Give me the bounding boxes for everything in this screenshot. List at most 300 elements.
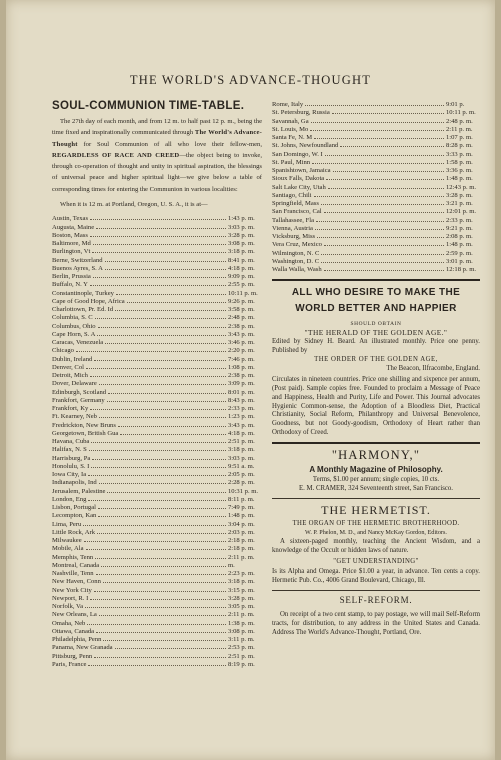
leader-dots — [95, 553, 226, 559]
city-name: Lisbon, Portugal — [52, 504, 96, 512]
leader-dots — [91, 462, 226, 468]
city-name: Austin, Texas — [52, 215, 89, 223]
communion-time: 2:38 p. m. — [228, 372, 255, 380]
city-name: Mobile, Ala — [52, 545, 84, 553]
city-name: Lecompton, Kan — [52, 512, 97, 520]
city-name: Baltimore, Md — [52, 240, 91, 248]
herald-title: "THE HERALD OF THE GOLDEN AGE." — [304, 328, 448, 338]
communion-time: 3:58 p. m. — [228, 306, 255, 314]
leader-dots — [88, 495, 226, 501]
timetable-row — [52, 305, 262, 313]
leader-dots — [96, 223, 226, 229]
city-name: Montreal, Canada — [52, 561, 100, 569]
city-name: Rome, Italy — [272, 101, 304, 108]
timetable-row — [272, 100, 480, 108]
self-reform-title: SELF-REFORM. — [339, 595, 413, 606]
leader-dots — [108, 388, 226, 394]
city-name: Boston, Mass — [52, 231, 88, 239]
city-name: Caracas, Venezuela — [52, 339, 104, 347]
hermetist-editors: W. P. Phelon, M. D., and Nancy McKay Gordon, Editors. — [305, 528, 447, 536]
communion-time: 10:31 p. m. — [228, 487, 259, 495]
leader-dots — [120, 429, 226, 435]
leader-dots — [98, 503, 226, 509]
city-name: Charlottown, Pr. Ed. Id — [52, 306, 114, 314]
city-name: Fredrickton, New Bruns — [52, 421, 116, 429]
city-name: Wilmington, N. C — [272, 249, 320, 257]
timetable-row — [52, 602, 262, 610]
timetable-row — [272, 117, 480, 125]
leader-dots — [315, 224, 444, 230]
leader-dots — [115, 305, 226, 311]
leader-dots — [98, 322, 226, 328]
timetable-title: SOUL-COMMUNION TIME-TABLE. — [52, 100, 245, 112]
leader-dots — [116, 289, 226, 295]
timetable-row — [272, 224, 480, 232]
timetable-row — [272, 240, 480, 248]
intro-text-1: The 27th day of each month, and from 12 m. to half past 12 p. m., being the time fixed and inspirationally communicated through — [52, 118, 262, 137]
timetable-row — [272, 249, 480, 257]
leader-dots — [314, 133, 444, 139]
city-name: Nashville, Tenn — [52, 570, 94, 578]
leader-dots — [90, 594, 226, 600]
timetable-row — [52, 610, 262, 618]
communion-time: 3:04 p. m. — [228, 520, 255, 528]
timetable-row — [272, 232, 480, 240]
city-name: Sioux Falls, Dakota — [272, 175, 325, 183]
leader-dots — [328, 183, 444, 189]
self-reform-body: On receipt of a two cent stamp, to pay postage, we will mail Self-Reform tracts, for distribution, to any address in the United States and Canada. Address The World's Advance-Thought, Portland, Ore. — [272, 611, 480, 637]
timetable-row — [272, 166, 480, 174]
communion-time: 12:18 p. m. — [446, 266, 477, 273]
order-address: The Beacon, Ilfracombe, England. — [386, 364, 480, 372]
timetable-row — [52, 454, 262, 462]
hermetist-body: A sixteen-paged monthly, teaching the Ancient Wisdom, and a knowledge of the Occult or hidden laws of nature. — [272, 537, 480, 554]
city-name: New Haven, Conn — [52, 578, 101, 586]
timetable-row — [52, 429, 262, 437]
timetable-row — [52, 652, 262, 660]
communion-time: 3:33 p. m. — [446, 150, 473, 158]
leader-dots — [118, 421, 226, 427]
communion-time: 10:11 p. m. — [446, 109, 476, 117]
communion-time: 2:05 p. m. — [228, 471, 255, 479]
communion-time: 3:28 p. m. — [228, 231, 255, 239]
intro-text-2: for Soul Communion of all who love their fellow-men, — [77, 140, 262, 148]
leader-dots — [107, 396, 226, 402]
city-name: Vera Cruz, Mexico — [272, 241, 322, 249]
communion-time: 2:28 p. m. — [228, 479, 255, 487]
city-name: San Domingo, W. I — [272, 150, 323, 158]
leader-dots — [76, 346, 226, 352]
communion-time: 1:08 p. m. — [228, 363, 255, 371]
timetable-row — [52, 313, 262, 321]
city-name: Cape of Good Hope, Africa — [52, 297, 125, 305]
timetable-row — [52, 421, 262, 429]
timetable-row — [272, 183, 480, 191]
leader-dots — [86, 544, 226, 550]
city-name: Newport, R. I — [52, 594, 89, 602]
timetable-row — [52, 544, 262, 552]
leader-dots — [90, 404, 226, 410]
city-name: Buffalo, N. Y — [52, 281, 88, 289]
leader-dots — [84, 536, 226, 542]
timetable-row — [272, 199, 480, 207]
city-name: Denver, Col — [52, 363, 84, 371]
city-name: Washington, D. C — [272, 257, 320, 265]
city-name: Georgetown, British Gua — [52, 429, 119, 437]
communion-time: 3:05 p. m. — [228, 603, 255, 611]
hermetist-quote: "GET UNDERSTANDING" — [333, 557, 419, 565]
golden-age-heading-2: WORLD BETTER AND HAPPIER — [295, 303, 457, 315]
leader-dots — [98, 511, 226, 517]
timetable-row — [52, 660, 262, 668]
leader-dots — [115, 643, 226, 649]
hermetist-title: THE HERMETIST. — [321, 502, 431, 517]
timetable-row — [272, 216, 480, 224]
city-name: Savannah, Ga — [272, 117, 309, 125]
city-name: Berne, Switzerland — [52, 256, 103, 264]
leader-dots — [92, 454, 226, 460]
leader-dots — [90, 371, 226, 377]
harmony-subtitle: A Monthly Magazine of Philosophy. — [309, 465, 443, 475]
city-name: Walla Walla, Wash — [272, 266, 322, 273]
timetable-row — [52, 256, 262, 264]
communion-time: 2:11 p. m. — [228, 553, 255, 561]
communion-time: 7:46 p. m. — [228, 355, 255, 363]
timetable-row — [52, 396, 262, 404]
communion-time: 3:18 p. m. — [228, 446, 255, 454]
leader-dots — [105, 338, 226, 344]
city-name: Columbus, Ohio — [52, 322, 96, 330]
leader-dots — [321, 257, 444, 263]
leader-dots — [314, 191, 444, 197]
timetable-row — [52, 412, 262, 420]
communion-time: 3:43 p. m. — [228, 330, 255, 338]
timetable-row — [52, 330, 262, 338]
communion-time: 8:43 p. m. — [228, 396, 255, 404]
divider — [272, 279, 480, 281]
leader-dots — [96, 569, 226, 575]
timetable-row — [272, 191, 480, 199]
leader-dots — [324, 265, 444, 271]
city-name: Ottawa, Canada — [52, 627, 95, 635]
city-name: Ft. Kearney, Neb — [52, 413, 97, 421]
leader-dots — [87, 619, 226, 625]
city-name: Buenos Ayres, S. A — [52, 264, 103, 272]
leader-dots — [90, 214, 226, 220]
timetable-row — [52, 487, 262, 495]
timetable-row — [52, 280, 262, 288]
communion-time: 2:18 p. m. — [228, 545, 255, 553]
city-name: San Francisco, Cal — [272, 208, 322, 216]
city-name: Edinburgh, Scotland — [52, 388, 107, 396]
leader-dots — [97, 330, 226, 336]
leader-dots — [96, 627, 226, 633]
city-name: Cape Horn, S. A — [52, 330, 96, 338]
communion-time: 1:48 p. m. — [446, 175, 473, 183]
timetable-row — [52, 338, 262, 346]
timetable-row — [52, 322, 262, 330]
leader-dots — [317, 232, 444, 238]
city-name: New Orleans, La — [52, 611, 97, 619]
communion-time: 1:43 p. m. — [228, 215, 255, 223]
city-name: Burlington, Vt — [52, 248, 91, 256]
timetable-row — [52, 619, 262, 627]
city-name: Salt Lake City, Utah — [272, 183, 326, 191]
leader-dots — [101, 561, 226, 567]
leader-dots — [88, 470, 226, 476]
timetable-row — [272, 158, 480, 166]
city-name: Honolulu, S. I — [52, 462, 90, 470]
communion-time: 3:18 p. m. — [228, 578, 255, 586]
timetable-row — [52, 264, 262, 272]
city-name: Philadelphia, Penn — [52, 636, 102, 644]
leader-dots — [332, 108, 444, 114]
timetable-row — [52, 239, 262, 247]
leader-dots — [311, 117, 444, 123]
city-name: Spanishtown, Jamaica — [272, 167, 331, 174]
left-column — [52, 100, 262, 668]
golden-age-heading-1: ALL WHO DESIRE TO MAKE THE — [291, 287, 461, 299]
communion-time: 2:38 p. m. — [228, 322, 255, 330]
hermetist-organ: THE ORGAN OF THE HERMETIC BROTHERHOOD. — [292, 519, 460, 527]
communion-time: 1:48 p. m. — [446, 241, 473, 249]
communion-time: 4:18 p. m. — [228, 264, 255, 272]
timetable-row — [52, 388, 262, 396]
leader-dots — [88, 660, 226, 666]
communion-time: 3:28 p. m. — [446, 191, 473, 199]
leader-dots — [90, 280, 226, 286]
communion-time: 3:28 p. m. — [228, 594, 255, 602]
timetable-row — [272, 207, 480, 215]
city-name: Omaha, Neb — [52, 619, 86, 627]
communion-time: 2:18 p. m. — [228, 537, 255, 545]
timetable-row — [272, 133, 480, 141]
timetable-row — [52, 346, 262, 354]
city-name: Indianapolis, Ind — [52, 479, 97, 487]
timetable-list-right — [272, 100, 480, 273]
communion-time: 3:18 p. m. — [228, 248, 255, 256]
leader-dots — [94, 652, 226, 658]
communion-time: 8:28 p. m. — [446, 142, 473, 150]
leader-dots — [95, 313, 226, 319]
city-name: Berlin, Prussia — [52, 273, 91, 281]
leader-dots — [321, 249, 444, 255]
communion-time: 9:51 a. m. — [228, 462, 255, 470]
divider — [272, 498, 480, 499]
city-name: Panama, New Granada — [52, 644, 113, 652]
leader-dots — [85, 602, 226, 608]
timetable-row — [52, 272, 262, 280]
timetable-row — [52, 577, 262, 585]
timetable-row — [272, 265, 480, 273]
intro-magazine-name: The World's Advance-Thought — [52, 129, 262, 148]
communion-time: 10:11 p. m. — [228, 289, 258, 297]
timetable-list-left — [52, 214, 262, 668]
timetable-row — [272, 174, 480, 182]
communion-time: 2:48 p. m. — [446, 117, 473, 125]
timetable-row — [272, 141, 480, 149]
city-name: Dublin, Ireland — [52, 355, 93, 363]
timetable-row — [272, 150, 480, 158]
leader-dots — [99, 610, 226, 616]
leader-dots — [99, 412, 226, 418]
timetable-row — [272, 257, 480, 265]
communion-time: 7:49 p. m. — [228, 504, 255, 512]
communion-time: 8:41 p. m. — [228, 256, 255, 264]
timetable-row — [52, 470, 262, 478]
communion-time: 1:07 p. m. — [446, 134, 473, 141]
communion-time: 9:26 p. m. — [228, 297, 255, 305]
right-column — [272, 100, 480, 638]
timetable-row — [52, 223, 262, 231]
leader-dots — [94, 586, 226, 592]
leader-dots — [312, 158, 444, 164]
city-name: St. Louis, Mo — [272, 125, 309, 133]
communion-time: 9:09 p. m. — [228, 273, 255, 281]
timetable-row — [52, 511, 262, 519]
city-name: Harrisburg, Pa — [52, 454, 91, 462]
communion-time: 2:48 p. m. — [228, 314, 255, 322]
order-name: THE ORDER OF THE GOLDEN AGE, — [314, 355, 438, 363]
city-name: Santiago, Chili — [272, 191, 312, 199]
timetable-row — [52, 569, 262, 577]
leader-dots — [103, 577, 226, 583]
communion-time: 4:18 p. m. — [228, 429, 255, 437]
timetable-intro-portland: When it is 12 m. at Portland, Oregon, U. S. A., it is at— — [60, 201, 208, 209]
communion-time: 1:38 p. m. — [228, 619, 255, 627]
communion-time: 2:33 p. m. — [228, 405, 255, 413]
city-name: Paris, France — [52, 660, 87, 668]
leader-dots — [305, 100, 444, 106]
communion-time: 1:48 p. m. — [228, 512, 255, 520]
city-name: Vienna, Austria — [272, 224, 313, 232]
intro-caps: REGARDLESS OF RACE AND CREED — [52, 151, 180, 159]
timetable-row — [52, 437, 262, 445]
communion-time: 3:09 p. m. — [228, 380, 255, 388]
leader-dots — [105, 264, 226, 270]
leader-dots — [90, 231, 226, 237]
leader-dots — [127, 297, 226, 303]
city-name: St. Paul, Minn — [272, 158, 311, 166]
divider — [272, 442, 480, 444]
city-name: Detroit, Mich — [52, 372, 88, 380]
timetable-row — [52, 404, 262, 412]
timetable-row — [52, 520, 262, 528]
city-name: Constantinople, Turkey — [52, 289, 114, 297]
timetable-row — [52, 363, 262, 371]
city-name: London, Eng — [52, 495, 87, 503]
communion-time: 2:11 p. m. — [446, 125, 473, 133]
city-name: Iowa City, Ia — [52, 471, 87, 479]
leader-dots — [340, 141, 444, 147]
communion-time: 8:01 p. m. — [228, 388, 255, 396]
communion-time: 2:51 p. m. — [228, 438, 255, 446]
communion-time: 3:46 p. m. — [228, 339, 255, 347]
harmony-title: "HARMONY," — [331, 448, 421, 463]
leader-dots — [107, 487, 226, 493]
magazine-page — [6, 0, 495, 760]
communion-time: 8:19 p. m. — [228, 660, 255, 668]
leader-dots — [92, 247, 226, 253]
timetable-row — [52, 594, 262, 602]
timetable-row — [52, 643, 262, 651]
timetable-row — [52, 462, 262, 470]
timetable-row — [52, 478, 262, 486]
communion-time: 8:11 p. m. — [228, 495, 255, 503]
leader-dots — [99, 379, 226, 385]
communion-time: 1:58 p. m. — [446, 158, 473, 166]
timetable-row — [52, 247, 262, 255]
timetable-row — [52, 528, 262, 536]
communion-time: 2:23 p. m. — [228, 570, 255, 578]
leader-dots — [91, 437, 226, 443]
city-name: Vicksburg, Miss — [272, 233, 316, 240]
city-name: Halifax, N. S — [52, 446, 87, 454]
communion-time: m. — [228, 561, 235, 569]
communion-time: 3:03 p. m. — [228, 223, 255, 231]
communion-time: 2:51 p. m. — [228, 652, 255, 660]
city-name: Tallahassee, Fla — [272, 216, 315, 224]
city-name: Jerusalem, Palestine — [52, 487, 106, 495]
timetable-row — [52, 231, 262, 239]
communion-time: 2:55 p. m. — [228, 281, 255, 289]
divider — [272, 590, 480, 591]
communion-time: 2:33 p. m. — [446, 216, 473, 224]
timetable-row — [52, 495, 262, 503]
timetable-row — [52, 445, 262, 453]
city-name: Columbia, S. C — [52, 314, 93, 322]
timetable-row — [272, 108, 480, 116]
leader-dots — [89, 445, 226, 451]
communion-time: 1:23 p. m. — [228, 413, 255, 421]
herald-edited: Edited by Sidney H. Beard. An illustrated monthly. Price one penny. Published by — [272, 338, 480, 355]
timetable-row — [52, 355, 262, 363]
communion-time: 12:01 p. m. — [446, 208, 477, 216]
city-name: Havana, Cuba — [52, 438, 90, 446]
city-name: Lima, Peru — [52, 520, 82, 528]
timetable-row — [52, 536, 262, 544]
city-name: Dover, Delaware — [52, 380, 97, 388]
communion-time: 2:59 p. m. — [446, 249, 473, 257]
city-name: New York City — [52, 586, 92, 594]
leader-dots — [103, 635, 226, 641]
leader-dots — [105, 256, 226, 262]
communion-time: 2:08 p. m. — [446, 233, 473, 240]
city-name: Augusta, Maine — [52, 223, 95, 231]
city-name: Frankfort, Germany — [52, 396, 105, 404]
harmony-terms: Terms, $1.00 per annum; single copies, 10 cts. — [312, 476, 440, 484]
leader-dots — [324, 207, 444, 213]
communion-time: 3:21 p. m. — [446, 200, 473, 207]
communion-time: 3:15 p. m. — [228, 586, 255, 594]
leader-dots — [316, 216, 444, 222]
communion-time: 3:36 p. m. — [446, 167, 473, 174]
city-name: Milwaukee — [52, 537, 82, 545]
leader-dots — [325, 150, 444, 156]
communion-time: 3:11 p. m. — [228, 636, 255, 644]
communion-time: 3:03 p. m. — [228, 454, 255, 462]
leader-dots — [83, 520, 226, 526]
timetable-row — [52, 371, 262, 379]
communion-time: 3:01 p. m. — [446, 257, 473, 265]
communion-time: 2:53 p. m. — [228, 644, 255, 652]
timetable-row — [52, 379, 262, 387]
timetable-row — [52, 503, 262, 511]
city-name: Springfield, Mass — [272, 200, 319, 207]
leader-dots — [321, 199, 444, 205]
leader-dots — [97, 528, 226, 534]
city-name: Chicago — [52, 347, 74, 355]
